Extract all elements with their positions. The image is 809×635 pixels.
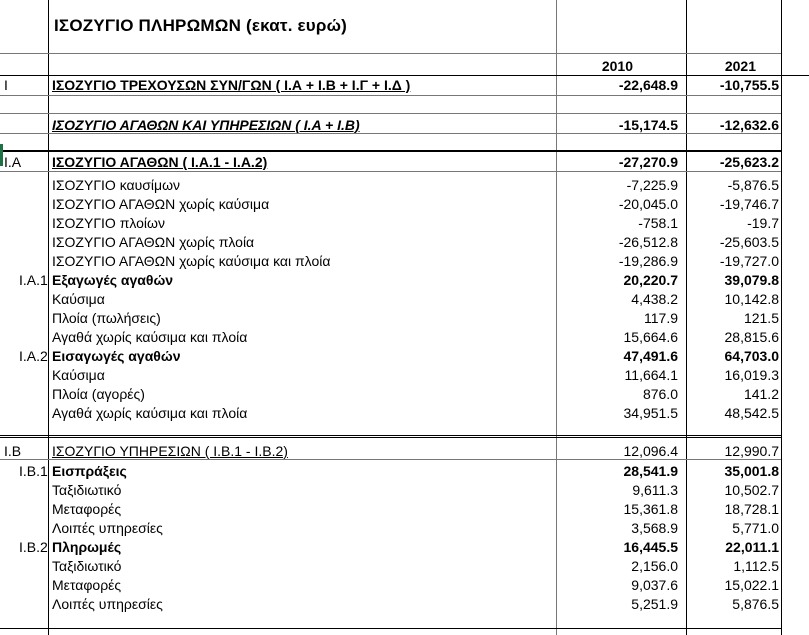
year-header-2010: 2010 [601, 58, 633, 74]
row-code: I.B [4, 443, 22, 459]
section-rule [0, 150, 781, 152]
value-2021: 35,001.8 [724, 463, 779, 479]
row-label: ΙΣΟΖΥΓΙΟ πλοίων [52, 215, 165, 231]
table-bottom-rule [0, 628, 781, 629]
row-divider [0, 53, 781, 54]
value-2010: 47,491.6 [623, 348, 678, 364]
row-label: Πλοία (αγορές) [52, 386, 145, 402]
value-2010: 15,361.8 [623, 501, 678, 517]
value-2021: 39,079.8 [724, 272, 779, 288]
value-2021: 48,542.5 [724, 405, 779, 421]
table-row [0, 252, 809, 271]
value-2010: -15,174.5 [618, 117, 678, 133]
value-2021: 10,502.7 [724, 482, 779, 498]
row-label: Πληρωμές [52, 539, 122, 555]
row-code: I.A [4, 154, 22, 170]
row-label: Ταξιδιωτικό [52, 482, 122, 498]
table-row [0, 328, 809, 347]
table-row [0, 538, 809, 557]
table-row [0, 309, 809, 328]
value-2021: 10,142.8 [724, 291, 779, 307]
table-row [0, 347, 809, 366]
table-row [0, 576, 809, 595]
table-row [0, 442, 809, 461]
value-2021: 28,815.6 [724, 329, 779, 345]
value-2021: 5,771.0 [732, 520, 779, 536]
value-2010: 5,251.9 [631, 596, 678, 612]
row-label: Πλοία (πωλήσεις) [52, 310, 161, 326]
value-2010: 28,541.9 [623, 463, 678, 479]
value-2021: 18,728.1 [724, 501, 779, 517]
value-2010: -20,045.0 [618, 196, 678, 212]
row-label: Καύσιμα [52, 367, 105, 383]
value-2010: -26,512.8 [618, 234, 678, 250]
row-label: Καύσιμα [52, 291, 105, 307]
table-row [0, 195, 809, 214]
table-row [0, 519, 809, 538]
row-label: ΙΣΟΖΥΓΙΟ ΑΓΑΘΩΝ ( Ι.Α.1 - Ι.Α.2) [52, 154, 268, 170]
table-row [0, 462, 809, 481]
row-code: I.B.2 [19, 539, 48, 555]
value-2021: 22,011.1 [725, 539, 779, 555]
value-2010: 3,568.9 [631, 520, 678, 536]
row-label: Λοιπές υπηρεσίες [52, 596, 163, 612]
value-2010: 2,156.0 [631, 558, 678, 574]
row-divider [0, 95, 781, 96]
value-2010: -22,648.9 [618, 77, 678, 93]
value-2010: -7,225.9 [626, 177, 678, 193]
value-2010: 876.0 [642, 386, 678, 402]
value-2010: 15,664.6 [623, 329, 678, 345]
row-label: ΙΣΟΖΥΓΙΟ ΤΡΕΧΟΥΣΩΝ ΣΥΝ/ΓΩΝ ( Ι.Α + Ι.Β + Ι.Γ + Ι.Δ ) [52, 77, 411, 93]
table-row [0, 233, 809, 252]
value-2010: 9,037.6 [631, 577, 678, 593]
table-row [0, 500, 809, 519]
value-2010: 16,445.5 [623, 539, 678, 555]
row-label: Αγαθά χωρίς καύσιμα και πλοία [52, 329, 248, 345]
value-2021: -10,755.5 [719, 77, 779, 93]
value-2010: -19,286.9 [618, 253, 678, 269]
value-2021: -19,746.7 [719, 196, 779, 212]
row-label: Ταξιδιωτικό [52, 558, 122, 574]
row-label: ΙΣΟΖΥΓΙΟ ΑΓΑΘΩΝ χωρίς πλοία [52, 234, 255, 250]
row-divider [0, 113, 781, 114]
value-2021: -25,623.2 [719, 154, 779, 170]
value-2010: 9,611.3 [632, 482, 678, 498]
value-2021: -12,632.6 [719, 117, 779, 133]
row-label: Λοιπές υπηρεσίες [52, 520, 163, 536]
value-2021: 12,990.7 [724, 443, 779, 459]
table-row [0, 153, 809, 172]
value-2021: 64,703.0 [724, 348, 779, 364]
table-title: ΙΣΟΖΥΓΙΟ ΠΛΗΡΩΜΩΝ (εκατ. ευρώ) [54, 16, 348, 35]
table-row [0, 595, 809, 614]
row-label: Μεταφορές [52, 501, 122, 517]
row-label: Εισπράξεις [52, 463, 127, 479]
value-2021: 15,022.1 [724, 577, 779, 593]
table-row [0, 176, 809, 195]
section-rule [0, 435, 781, 438]
row-label: ΙΣΟΖΥΓΙΟ ΑΓΑΘΩΝ χωρίς καύσιμα και πλοία [52, 253, 331, 269]
table-row [0, 214, 809, 233]
row-label: Εισαγωγές αγαθών [52, 348, 181, 364]
row-label: ΙΣΟΖΥΓΙΟ ΑΓΑΘΩΝ ΚΑΙ ΥΠΗΡΕΣΙΩΝ ( Ι.Α + Ι.Β) [52, 117, 360, 133]
value-2010: -27,270.9 [618, 154, 678, 170]
value-2021: 121.5 [743, 310, 779, 326]
table-row [0, 290, 809, 309]
table-row [0, 557, 809, 576]
value-2021: 1,112.5 [733, 558, 779, 574]
table-row [0, 366, 809, 385]
table-row [0, 385, 809, 404]
row-label: ΙΣΟΖΥΓΙΟ ΥΠΗΡΕΣΙΩΝ ( Ι.Β.1 - Ι.Β.2) [52, 443, 288, 459]
table-row [0, 404, 809, 423]
row-code: I.A.2 [19, 348, 48, 364]
row-label: ΙΣΟΖΥΓΙΟ ΑΓΑΘΩΝ χωρίς καύσιμα [52, 196, 270, 212]
year-header-2021: 2021 [724, 58, 756, 74]
value-2021: -5,876.5 [727, 177, 779, 193]
value-2021: 5,876.5 [732, 596, 779, 612]
value-2010: 12,096.4 [623, 443, 678, 459]
row-code: I.B.1 [19, 463, 48, 479]
table-row [0, 271, 809, 290]
value-2021: -25,603.5 [719, 234, 779, 250]
value-2010: 20,220.7 [623, 272, 678, 288]
value-2021: 141.2 [743, 386, 779, 402]
value-2010: 34,951.5 [623, 405, 678, 421]
value-2021: -19.7 [747, 215, 779, 231]
table-row [0, 116, 809, 135]
value-2010: 117.9 [644, 310, 678, 326]
value-2021: 16,019.3 [724, 367, 779, 383]
value-2010: -758.1 [638, 215, 678, 231]
row-label: Μεταφορές [52, 577, 122, 593]
value-2021: -19,727.0 [719, 253, 779, 269]
table-row [0, 76, 809, 95]
row-code: I.A.1 [19, 272, 48, 288]
row-code: I [4, 77, 8, 93]
row-label: Αγαθά χωρίς καύσιμα και πλοία [52, 405, 248, 421]
table-row [0, 481, 809, 500]
value-2010: 4,438.2 [631, 291, 678, 307]
value-2010: 11,664.1 [624, 367, 678, 383]
row-label: Εξαγωγές αγαθών [52, 272, 174, 288]
row-label: ΙΣΟΖΥΓΙΟ καυσίμων [52, 177, 181, 193]
